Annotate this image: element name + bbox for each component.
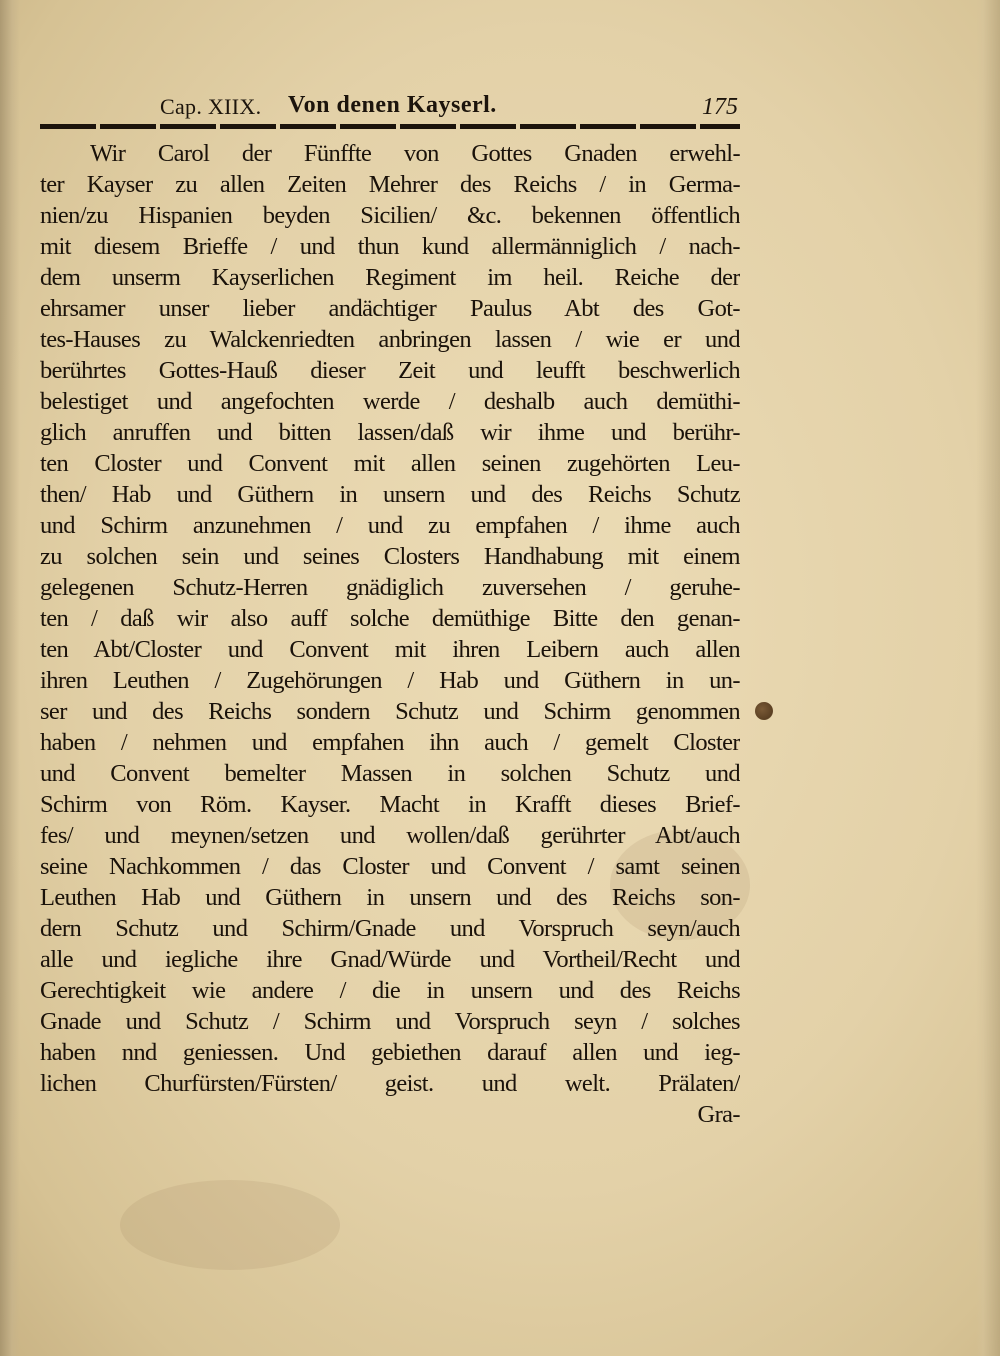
text-line: fes/ und meynen/setzen und wollen/daß gerührter Abt/auch [40, 822, 740, 849]
header-rule [40, 124, 740, 129]
text-line: haben nnd geniessen. Und gebiethen darauf allen und ieg- [40, 1039, 740, 1066]
text-line: und Schirm anzunehmen / und zu empfahen / ihme auch [40, 512, 740, 539]
page-number: 175 [702, 94, 738, 120]
text-line: ten / daß wir also auff solche demüthige Bitte den genan- [40, 605, 740, 632]
text-line: dern Schutz und Schirm/Gnade und Vorspruch seyn/auch [40, 915, 740, 942]
body-text [40, 138, 740, 1130]
paper-stain [120, 1180, 340, 1270]
chapter-label: Cap. XIIX. [160, 94, 262, 119]
text-line: ser und des Reichs sondern Schutz und Schirm genommen [40, 698, 740, 725]
text-line: tes-Hauses zu Walckenriedten anbringen lassen / wie er und [40, 326, 740, 353]
page-edge-shadow [976, 0, 1000, 1356]
text-line: dem unserm Kayserlichen Regiment im heil. Reiche der [40, 264, 740, 291]
text-line: ehrsamer unser lieber andächtiger Paulus Abt des Got- [40, 295, 740, 322]
text-line: zu solchen sein und seines Closters Handhabung mit einem [40, 543, 740, 570]
text-line: ten Closter und Convent mit allen seinen zugehörten Leu- [40, 450, 740, 477]
text-line: haben / nehmen und empfahen ihn auch / gemelt Closter [40, 729, 740, 756]
page-gutter-shadow [0, 0, 20, 1356]
text-line: ter Kayser zu allen Zeiten Mehrer des Reichs / in Germa- [40, 171, 740, 198]
text-line: mit diesem Brieffe / und thun kund allermänniglich / nach- [40, 233, 740, 260]
text-line: seine Nachkommen / das Closter und Convent / samt seinen [40, 853, 740, 880]
text-line: glich anruffen und bitten lassen/daß wir ihme und berühr- [40, 419, 740, 446]
ink-blot [755, 702, 773, 720]
text-line: belestiget und angefochten werde / deshalb auch demüthi- [40, 388, 740, 415]
text-line: Schirm von Röm. Kayser. Macht in Krafft dieses Brief- [40, 791, 740, 818]
text-line: Wir Carol der Fünffte von Gottes Gnaden erwehl- [90, 140, 740, 167]
text-line: then/ Hab und Güthern in unsern und des Reichs Schutz [40, 481, 740, 508]
text-line: und Convent bemelter Massen in solchen Schutz und [40, 760, 740, 787]
text-line: lichen Churfürsten/Fürsten/ geist. und welt. Prälaten/ [40, 1070, 740, 1097]
text-line: alle und iegliche ihre Gnad/Würde und Vortheil/Recht und [40, 946, 740, 973]
text-line: berührtes Gottes-Hauß dieser Zeit und leufft beschwerlich [40, 357, 740, 384]
running-head [160, 92, 770, 122]
text-line: ten Abt/Closter und Convent mit ihren Leibern auch allen [40, 636, 740, 663]
text-line: Gnade und Schutz / Schirm und Vorspruch seyn / solches [40, 1008, 740, 1035]
catchword: Gra- [697, 1101, 740, 1128]
text-line: Gerechtigkeit wie andere / die in unsern und des Reichs [40, 977, 740, 1004]
text-line: nien/zu Hispanien beyden Sicilien/ &c. bekennen öffentlich [40, 202, 740, 229]
text-line: ihren Leuthen / Zugehörungen / Hab und Güthern in un- [40, 667, 740, 694]
text-line: gelegenen Schutz-Herren gnädiglich zuversehen / geruhe- [40, 574, 740, 601]
running-title: Von denen Kayserl. [288, 92, 497, 118]
text-line: Leuthen Hab und Güthern in unsern und des Reichs son- [40, 884, 740, 911]
